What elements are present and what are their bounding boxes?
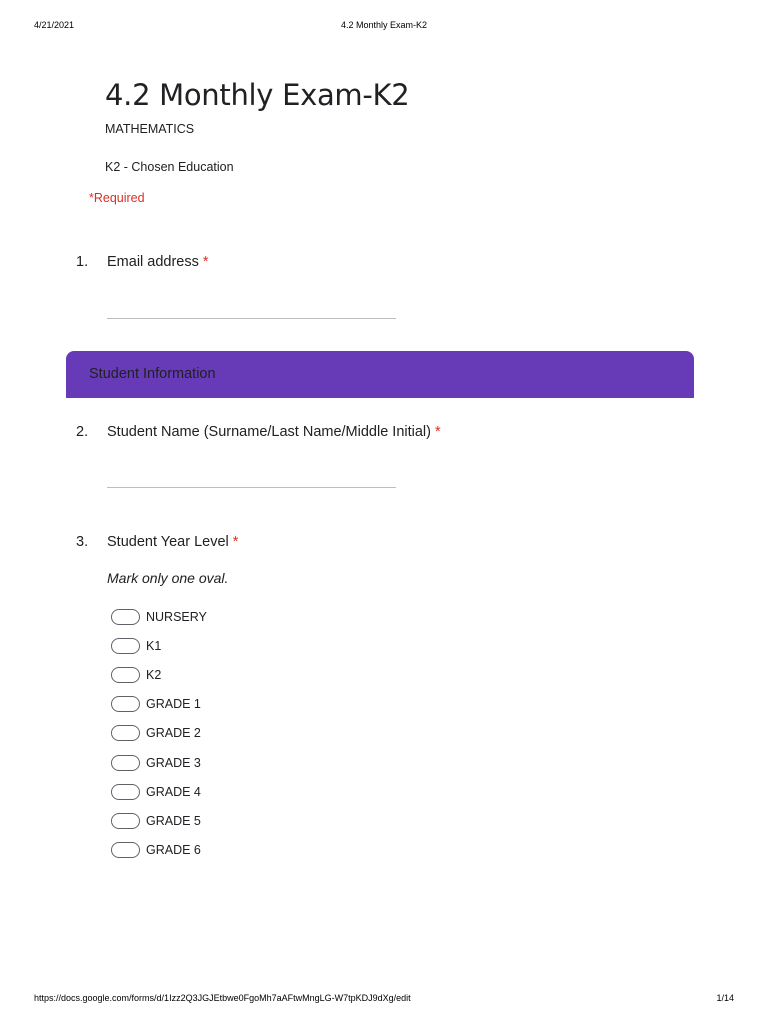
form-title: 4.2 Monthly Exam-K2 xyxy=(105,78,410,112)
print-header xyxy=(34,20,734,32)
question-label xyxy=(107,254,209,270)
student-name-field[interactable] xyxy=(107,487,396,488)
radio-option-grade-5[interactable] xyxy=(111,812,311,832)
radio-option-grade-2[interactable] xyxy=(111,724,311,744)
radio-option-k1[interactable] xyxy=(111,637,311,657)
radio-oval[interactable] xyxy=(111,784,140,800)
radio-option-nursery[interactable] xyxy=(111,608,311,628)
option-label: GRADE 5 xyxy=(146,814,201,828)
question-label xyxy=(107,534,238,550)
question-number: 2. xyxy=(76,424,89,440)
option-label: GRADE 2 xyxy=(146,726,201,740)
option-label: NURSERY xyxy=(146,610,207,624)
option-label: K2 xyxy=(146,668,162,682)
radio-option-grade-6[interactable] xyxy=(111,841,311,861)
required-star: * xyxy=(434,424,441,440)
page-number: 1/14 xyxy=(716,993,734,1003)
question-number: 1. xyxy=(76,254,89,270)
question-text: Student Year Level xyxy=(107,534,229,550)
radio-option-grade-4[interactable] xyxy=(111,783,311,803)
radio-oval[interactable] xyxy=(111,638,140,654)
section-header xyxy=(66,351,694,398)
radio-oval[interactable] xyxy=(111,609,140,625)
required-note: *Required xyxy=(89,191,145,205)
radio-oval[interactable] xyxy=(111,755,140,771)
radio-oval[interactable] xyxy=(111,842,140,858)
email-field[interactable] xyxy=(107,318,396,319)
form-organization: K2 - Chosen Education xyxy=(105,160,234,174)
option-label: GRADE 4 xyxy=(146,785,201,799)
section-title: Student Information xyxy=(89,366,216,382)
form-subtitle: MATHEMATICS xyxy=(105,122,195,136)
question-text: Student Name (Surname/Last Name/Middle Initial) xyxy=(107,424,431,440)
radio-option-grade-1[interactable] xyxy=(111,695,311,715)
mark-one-oval-hint: Mark only one oval. xyxy=(107,570,229,586)
option-label: GRADE 1 xyxy=(146,697,201,711)
option-label: GRADE 3 xyxy=(146,756,201,770)
radio-option-grade-3[interactable] xyxy=(111,754,311,774)
page-url: https://docs.google.com/forms/d/1Izz2Q3JGJEtbwe0FgoMh7aAFtwMngLG-W7tpKDJ9dXg/edit xyxy=(34,993,411,1003)
option-label: GRADE 6 xyxy=(146,843,201,857)
question-number: 3. xyxy=(76,534,89,550)
radio-oval[interactable] xyxy=(111,667,140,683)
print-date: 4/21/2021 xyxy=(34,20,75,30)
radio-option-k2[interactable] xyxy=(111,666,311,686)
required-star: * xyxy=(232,534,239,550)
print-footer xyxy=(34,993,734,1005)
question-text: Email address xyxy=(107,254,199,270)
radio-oval[interactable] xyxy=(111,813,140,829)
radio-oval[interactable] xyxy=(111,696,140,712)
question-label xyxy=(107,424,441,440)
required-star: * xyxy=(202,254,209,270)
radio-oval[interactable] xyxy=(111,725,140,741)
option-label: K1 xyxy=(146,639,162,653)
print-title: 4.2 Monthly Exam-K2 xyxy=(340,20,428,30)
